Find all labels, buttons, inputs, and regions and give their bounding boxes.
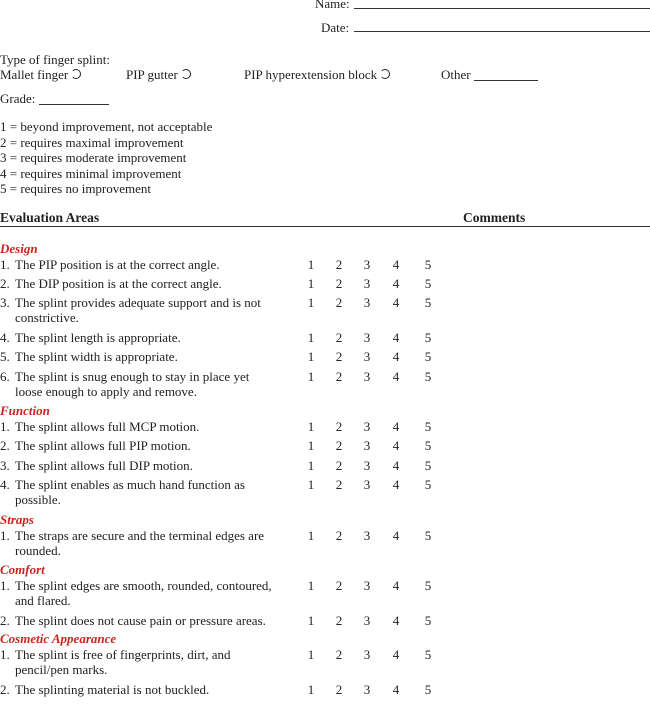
item-text: The PIP position is at the correct angle. xyxy=(15,257,220,272)
item-number: 1. xyxy=(0,578,10,593)
rating-option-3[interactable]: 3 xyxy=(363,458,371,473)
rating-option-5[interactable]: 5 xyxy=(424,257,432,272)
rating-option-3[interactable]: 3 xyxy=(363,330,371,345)
option-label: PIP hyperextension block xyxy=(244,67,378,82)
evaluation-item xyxy=(0,528,650,558)
rating-option-3[interactable]: 3 xyxy=(363,578,371,593)
scale-line: 1 = beyond improvement, not acceptable xyxy=(0,119,213,134)
rating-option-5[interactable]: 5 xyxy=(424,477,432,492)
rating-option-5[interactable]: 5 xyxy=(424,276,432,291)
rating-option-5[interactable]: 5 xyxy=(424,458,432,473)
rating-option-4[interactable]: 4 xyxy=(392,257,400,272)
scale-line: 4 = requires minimal improvement xyxy=(0,165,182,181)
rating-option-2[interactable]: 2 xyxy=(335,458,343,473)
option-label: PIP gutter xyxy=(126,67,178,82)
rating-option-5[interactable]: 5 xyxy=(424,330,432,345)
item-text: The splint does not cause pain or pressure areas. xyxy=(15,613,266,628)
rating-option-1[interactable]: 1 xyxy=(307,369,315,384)
rating-option-5[interactable]: 5 xyxy=(424,349,432,364)
rating-option-5[interactable]: 5 xyxy=(424,295,432,310)
rating-option-4[interactable]: 4 xyxy=(392,276,400,291)
rating-option-4[interactable]: 4 xyxy=(392,369,400,384)
item-text: The splinting material is not buckled. xyxy=(15,682,210,697)
item-number: 1. xyxy=(0,528,10,543)
item-text: The splint is free of fingerprints, dirt, and pencil/pen marks. xyxy=(15,647,231,677)
option-label: Other xyxy=(441,67,471,82)
rating-option-2[interactable]: 2 xyxy=(335,682,343,697)
item-text: The DIP position is at the correct angle. xyxy=(15,276,222,291)
item-number: 2. xyxy=(0,276,10,291)
evaluation-item xyxy=(0,578,650,608)
rating-option-5[interactable]: 5 xyxy=(424,578,432,593)
rating-option-1[interactable]: 1 xyxy=(307,578,315,593)
item-number: 3. xyxy=(0,458,10,473)
section-title: Cosmetic Appearance xyxy=(0,631,117,646)
item-text: The splint allows full PIP motion. xyxy=(15,438,191,453)
rating-option-2[interactable]: 2 xyxy=(335,295,343,310)
rating-option-2[interactable]: 2 xyxy=(335,419,343,434)
rating-option-2[interactable]: 2 xyxy=(335,369,343,384)
scale-line: 3 = requires moderate improvement xyxy=(0,150,187,165)
item-text: The splint enables as much hand function as possible. xyxy=(15,477,245,507)
rating-option-5[interactable]: 5 xyxy=(424,419,432,434)
item-number: 4. xyxy=(0,477,10,492)
rating-option-4[interactable]: 4 xyxy=(392,419,400,434)
item-text: The straps are secure and the terminal edges are rounded. xyxy=(15,528,265,558)
rating-option-2[interactable]: 2 xyxy=(335,477,343,492)
rating-option-2[interactable]: 2 xyxy=(335,578,343,593)
rating-option-4[interactable]: 4 xyxy=(392,438,400,453)
evaluation-item xyxy=(0,647,650,677)
option-label: Mallet finger xyxy=(0,67,69,82)
item-number: 1. xyxy=(0,257,10,272)
rating-option-2[interactable]: 2 xyxy=(335,276,343,291)
item-text: The splint allows full MCP motion. xyxy=(15,419,200,434)
item-number: 6. xyxy=(0,369,10,384)
rating-option-4[interactable]: 4 xyxy=(392,295,400,310)
grade-label: Grade: xyxy=(0,91,36,106)
comments-heading: Comments xyxy=(463,210,526,225)
section-title: Function xyxy=(0,403,50,418)
rating-option-1[interactable]: 1 xyxy=(307,458,315,473)
item-number: 2. xyxy=(0,613,10,628)
rating-option-2[interactable]: 2 xyxy=(335,257,343,272)
rating-option-4[interactable]: 4 xyxy=(392,647,400,662)
rating-option-4[interactable]: 4 xyxy=(392,477,400,492)
item-number: 4. xyxy=(0,330,10,345)
rating-option-1[interactable]: 1 xyxy=(307,528,315,543)
item-text: The splint width is appropriate. xyxy=(15,349,178,364)
rating-option-5[interactable]: 5 xyxy=(424,682,432,697)
section-title: Straps xyxy=(0,512,34,527)
rating-option-3[interactable]: 3 xyxy=(363,528,371,543)
rating-option-2[interactable]: 2 xyxy=(335,330,343,345)
rating-option-3[interactable]: 3 xyxy=(363,477,371,492)
rating-option-3[interactable]: 3 xyxy=(363,419,371,434)
rating-option-1[interactable]: 1 xyxy=(307,682,315,697)
rating-option-1[interactable]: 1 xyxy=(307,330,315,345)
rating-option-5[interactable]: 5 xyxy=(424,369,432,384)
item-text: The splint provides adequate support and is not constrictive. xyxy=(15,295,261,325)
rating-option-1[interactable]: 1 xyxy=(307,419,315,434)
rating-option-2[interactable]: 2 xyxy=(335,349,343,364)
name-label: Name: xyxy=(315,0,350,11)
rating-option-2[interactable]: 2 xyxy=(335,528,343,543)
rating-option-2[interactable]: 2 xyxy=(335,647,343,662)
item-number: 5. xyxy=(0,349,10,364)
rating-option-1[interactable]: 1 xyxy=(307,349,315,364)
item-number: 2. xyxy=(0,682,10,697)
rating-option-3[interactable]: 3 xyxy=(363,647,371,662)
rating-option-2[interactable]: 2 xyxy=(335,438,343,453)
evaluation-item xyxy=(0,477,650,507)
rating-option-1[interactable]: 1 xyxy=(307,647,315,662)
rating-option-1[interactable]: 1 xyxy=(307,613,315,628)
evaluation-item xyxy=(0,682,650,712)
rating-option-3[interactable]: 3 xyxy=(363,257,371,272)
rating-option-1[interactable]: 1 xyxy=(307,477,315,492)
rating-option-1[interactable]: 1 xyxy=(307,438,315,453)
rating-option-1[interactable]: 1 xyxy=(307,295,315,310)
rating-option-5[interactable]: 5 xyxy=(424,528,432,543)
rating-option-4[interactable]: 4 xyxy=(392,613,400,628)
section-title: Design xyxy=(0,241,38,256)
rating-option-4[interactable]: 4 xyxy=(392,458,400,473)
scale-line: 5 = requires no improvement xyxy=(0,181,152,196)
scale-line: 2 = requires maximal improvement xyxy=(0,134,184,150)
evaluation-areas-heading: Evaluation Areas xyxy=(0,210,100,225)
rating-option-4[interactable]: 4 xyxy=(392,578,400,593)
rating-option-5[interactable]: 5 xyxy=(424,438,432,453)
section-title: Comfort xyxy=(0,562,45,577)
item-text: The splint edges are smooth, rounded, contoured, and flared. xyxy=(15,578,272,608)
item-number: 1. xyxy=(0,647,10,662)
rating-option-4[interactable]: 4 xyxy=(392,682,400,697)
rating-option-3[interactable]: 3 xyxy=(363,295,371,310)
rating-option-3[interactable]: 3 xyxy=(363,276,371,291)
rating-option-5[interactable]: 5 xyxy=(424,613,432,628)
rating-option-2[interactable]: 2 xyxy=(335,613,343,628)
item-text: The splint length is appropriate. xyxy=(15,330,181,345)
rating-option-3[interactable]: 3 xyxy=(363,682,371,697)
evaluation-item xyxy=(0,295,650,325)
rating-option-1[interactable]: 1 xyxy=(307,276,315,291)
splint-type-label: Type of finger splint: xyxy=(0,52,110,67)
item-number: 1. xyxy=(0,419,10,434)
rating-option-3[interactable]: 3 xyxy=(363,438,371,453)
rating-option-4[interactable]: 4 xyxy=(392,528,400,543)
rating-option-1[interactable]: 1 xyxy=(307,257,315,272)
rating-option-3[interactable]: 3 xyxy=(363,369,371,384)
rating-option-5[interactable]: 5 xyxy=(424,647,432,662)
item-text: The splint allows full DIP motion. xyxy=(15,458,193,473)
rating-option-4[interactable]: 4 xyxy=(392,330,400,345)
item-text: The splint is snug enough to stay in place yet loose enough to apply and remove. xyxy=(15,369,250,399)
item-number: 3. xyxy=(0,295,10,310)
rating-option-4[interactable]: 4 xyxy=(392,349,400,364)
rating-option-3[interactable]: 3 xyxy=(363,613,371,628)
date-label: Date: xyxy=(321,20,350,35)
rating-option-3[interactable]: 3 xyxy=(363,349,371,364)
item-number: 2. xyxy=(0,438,10,453)
evaluation-item xyxy=(0,369,650,399)
